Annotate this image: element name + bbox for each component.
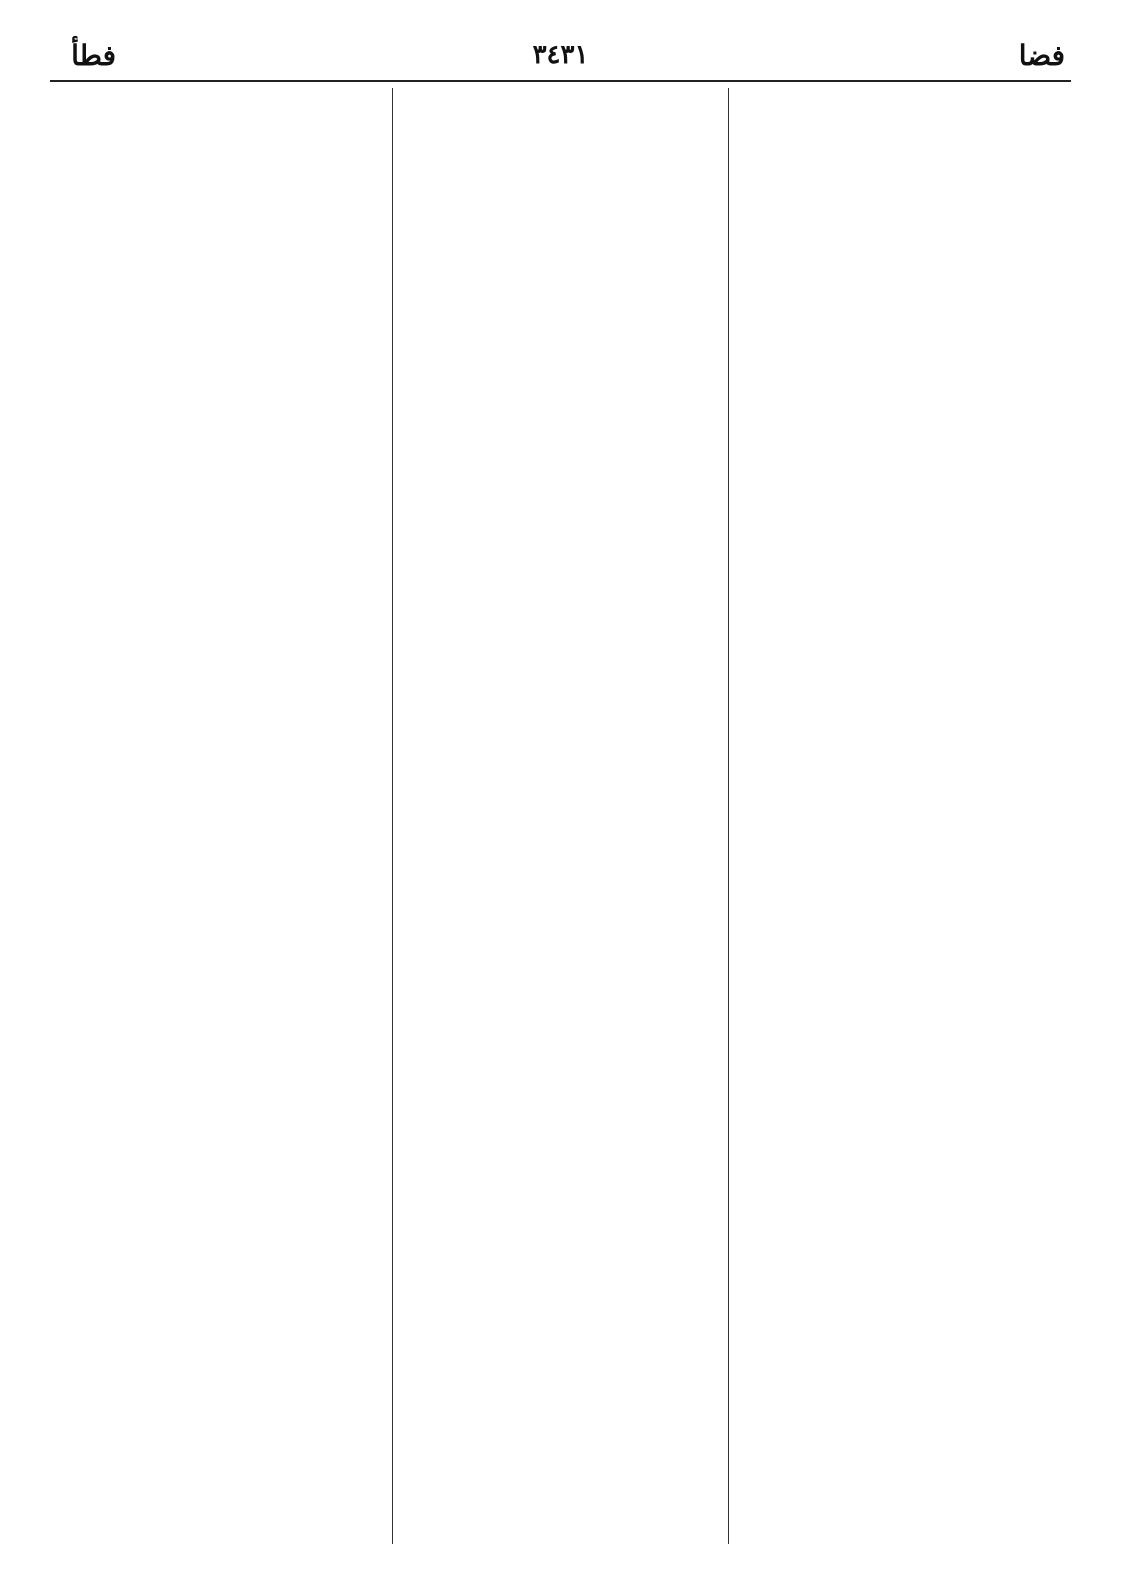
column-right [729,88,1065,1544]
page-header [56,32,1065,78]
header-rule [50,80,1071,82]
headword-left: فطأ [71,38,116,72]
page-number: ٣٤٣١ [532,40,589,70]
page-body [56,88,1065,1544]
headword-right: فضا [1018,38,1065,72]
column-middle [393,88,730,1544]
column-left [56,88,393,1544]
